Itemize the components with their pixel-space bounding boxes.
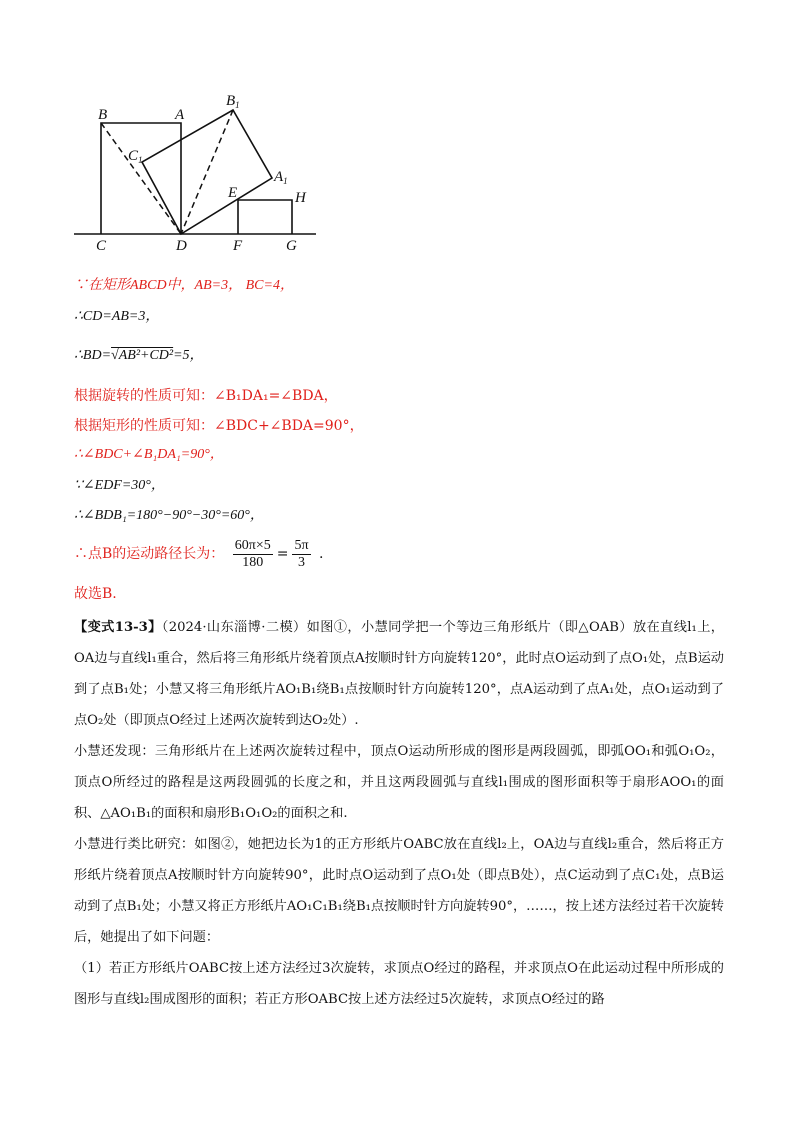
fraction-2: $\frac{5\pi}{3}$ xyxy=(294,537,309,570)
label-h: H xyxy=(295,190,306,206)
problem-block xyxy=(74,612,724,1015)
problem-para-4: （1）若正方形纸片OABC按上述方法经过3次旋转，求顶点O经过的路程，并求顶点O在此运动过程中所形成的图形与直线l₂围成图形的面积；若正方形OABC按上述方法经过5次旋转，求顶点O经过的路 xyxy=(74,961,724,1007)
problem-tag: 【变式13-3】 xyxy=(74,620,162,635)
problem-para-3: 小慧进行类比研究：如图②，她把边长为1的正方形纸片OABC放在直线l₂上，OA边与直线l₂重合，然后将正方形纸片绕着顶点A按顺时针方向旋转90°，此时点O运动到了点O₁处（即点B处），点C运动到了点C₁处，点B运动到了点B₁处；小慧又将正方形纸片AO₁C₁B₁绕B₁点按顺时针方向旋转90°，……，按上述方法经过若干次旋转后，她提出了如下问题： xyxy=(74,837,724,945)
solution-line-3 xyxy=(74,346,204,366)
problem-para-1: 【变式13-3】（2024·山东淄博·二模）如图①，小慧同学把一个等边三角形纸片（即△OAB）放在直线l₁上，OA边与直线l₁重合，然后将三角形纸片绕着顶点A按顺时针方向旋转120°，此时点O运动到了点O₁处，点B运动到了点B₁处；小慧又将三角形纸片AO₁B₁绕B₁点按顺时针方向旋转120°，点A运动到了点A₁处，点O₁运动到了点O₂处（即顶点O经过上述两次旋转到达O₂处）. xyxy=(74,620,724,728)
solution-line-4: 根据旋转的性质可知：∠B₁DA₁=∠BDA， xyxy=(74,388,338,404)
solution-line-9: ∴点B的运动路径长为： $\frac{60\pi\times 5}{180}$ = $\frac{5\pi}{3}$ . xyxy=(74,537,324,570)
solution-line-2: ∴CD=AB=3， xyxy=(74,309,160,324)
bd-prefix: ∴BD= xyxy=(74,348,112,363)
label-b1: $B_1$ xyxy=(226,93,240,110)
label-g: G xyxy=(286,238,297,254)
solution-line-1: ∵在矩形ABCD中，AB=3， BC=4， xyxy=(74,278,294,293)
path-length-label: ∴点B的运动路径长为： xyxy=(74,546,225,562)
problem-para-2: 小慧还发现：三角形纸片在上述两次旋转过程中，顶点O运动所形成的图形是两段圆弧，即弧OO₁和弧O₁O₂，顶点O所经过的路程是这两段圆弧的长度之和，并且这两段圆弧与直线l₁围成的图形面积等于扇形AOO₁的面积、△AO₁B₁的面积和扇形B₁O₁O₂的面积之和. xyxy=(74,744,724,821)
solution-line-7: ∵∠EDF=30°， xyxy=(74,478,165,493)
label-b: B xyxy=(98,107,108,123)
fraction-1: $\frac{60\pi\times 5}{180}$ xyxy=(234,537,271,570)
label-e: E xyxy=(228,185,238,201)
rectangle-efgh xyxy=(238,200,292,234)
bd-sqrt: √AB²+CD² xyxy=(111,348,174,363)
solution-line-5: 根据矩形的性质可知：∠BDC+∠BDA=90°， xyxy=(74,418,364,434)
label-d: D xyxy=(176,238,187,254)
fraction-end: . xyxy=(318,546,324,562)
label-c: C xyxy=(96,238,107,254)
label-c1: $C_1$ xyxy=(128,148,143,165)
geometry-figure xyxy=(0,0,800,260)
label-a: A xyxy=(175,107,185,123)
diagonal-bd xyxy=(101,123,181,234)
solution-line-8: ∴∠BDB₁=180°−90°−30°=60°， xyxy=(74,508,264,523)
label-a1: $A_1$ xyxy=(274,169,288,186)
answer-line: 故选B. xyxy=(74,586,117,602)
diagonal-b1d xyxy=(181,110,233,234)
solution-line-6: ∴∠BDC+∠B₁DA₁=90°， xyxy=(74,447,224,462)
label-f: F xyxy=(233,238,243,254)
bd-result: =5， xyxy=(173,348,204,363)
rotated-rectangle xyxy=(142,110,272,234)
